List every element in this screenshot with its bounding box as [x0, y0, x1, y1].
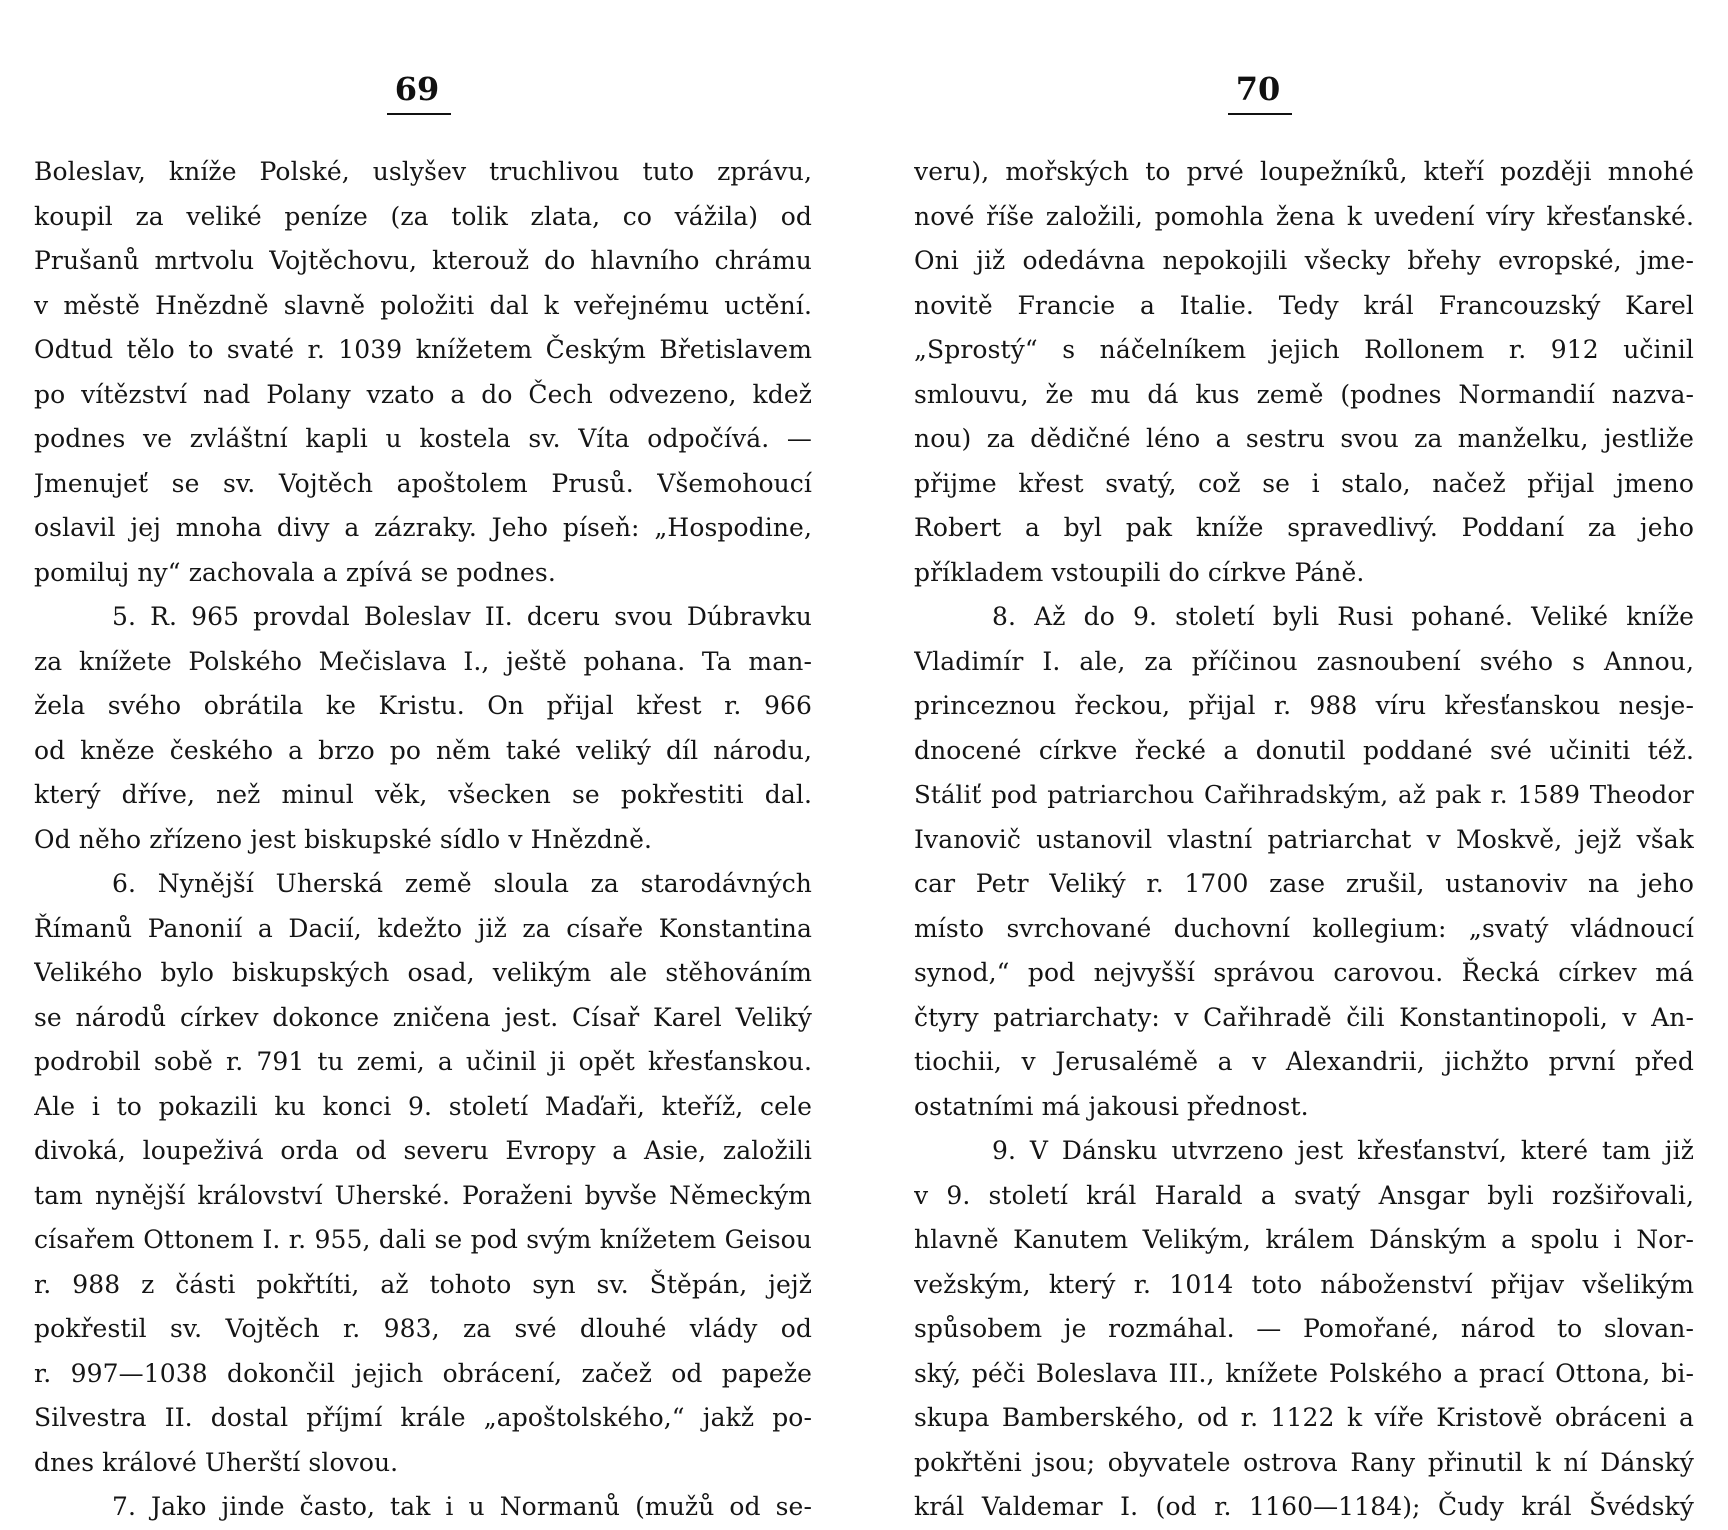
text-line: Ivanovič ustanovil vlastní patriarchat v Moskvě, jejž však — [914, 824, 1694, 854]
text-line: princeznou řeckou, přijal r. 988 víru křesťanskou nesje- — [914, 691, 1694, 720]
text-line: „Sprostý“ s náčelníkem jejich Rollonem r. 912 učinil — [914, 335, 1694, 364]
text-line: pokřtěni jsou; obyvatele ostrova Rany přinutil k ní Dánský — [914, 1447, 1694, 1477]
text-line: veru), mořských to prvé loupežníků, kteří později mnohé — [914, 157, 1694, 186]
text-line: po vítězství nad Polany vzato a do Čech odvezeno, kdež — [34, 379, 812, 409]
text-line: v 9. století král Harald a svatý Ansgar byli rozšiřovali, — [914, 1180, 1694, 1210]
text-line: 5. R. 965 provdal Boleslav II. dceru svou Dúbravku — [112, 602, 812, 631]
text-line: tiochii, v Jerusalémě a v Alexandrii, jichžto první před — [914, 1047, 1694, 1076]
text-line: vežským, který r. 1014 toto náboženství přijav všelikým — [914, 1269, 1694, 1299]
text-line: Římanů Panonií a Dacií, kdežto již za císaře Konstantina — [34, 913, 812, 943]
text-body — [34, 150, 812, 1530]
text-line: 9. V Dánsku utvrzeno jest křesťanství, které tam již — [992, 1136, 1694, 1165]
text-line: dnes králové Uherští slovou. — [34, 1447, 399, 1477]
text-line: Od něho zřízeno jest biskupské sídlo v Hnězdně. — [34, 824, 653, 854]
text-line: císařem Ottonem I. r. 955, dali se pod svým knížetem Geisou — [34, 1225, 812, 1254]
text-line: oslavil jej mnoha divy a zázraky. Jeho píseň: „Hospodine, — [34, 513, 812, 542]
text-line: Silvestra II. dostal příjmí krále „apoštolského,“ jakž po- — [34, 1403, 812, 1432]
text-line: místo svrchované duchovní kollegium: „svatý vládnoucí — [914, 913, 1694, 943]
text-line: nové říše založili, pomohla žena k uvedení víry křesťanské. — [914, 201, 1694, 231]
text-line: pomiluj ny“ zachovala a zpívá se podnes. — [34, 557, 556, 587]
text-line: Jmenujeť se sv. Vojtěch apoštolem Prusů. Všemohoucí — [34, 468, 812, 498]
text-line: r. 997—1038 dokončil jejich obrácení, začež od papeže — [34, 1358, 812, 1388]
text-line: král Valdemar I. (od r. 1160—1184); Čudy král Švédský — [914, 1492, 1694, 1521]
text-line: 6. Nynější Uherská země sloula za starodávných — [112, 869, 812, 898]
text-line: Stáliť pod patriarchou Cařihradským, až pak r. 1589 Theodor — [914, 780, 1694, 809]
text-line: od kněze českého a brzo po něm také veliký díl národu, — [34, 735, 812, 765]
text-line: dnocené církve řecké a donutil poddané své učiniti též. — [914, 735, 1694, 765]
text-line: car Petr Veliký r. 1700 zase zrušil, ustanoviv na jeho — [914, 869, 1694, 898]
text-line: koupil za veliké peníze (za tolik zlata, co vážila) od — [34, 201, 812, 231]
text-line: čtyry patriarchaty: v Cařihradě čili Konstantinopoli, v An- — [914, 1002, 1694, 1032]
page-number-rule — [1228, 113, 1292, 115]
text-line: Ale i to pokazili ku konci 9. století Maďaři, kteříž, cele — [34, 1091, 812, 1121]
text-line: za knížete Polského Mečislava I., ještě pohana. Ta man- — [34, 646, 812, 676]
text-line: Robert a byl pak kníže spravedlivý. Poddaní za jeho — [914, 513, 1694, 542]
text-line: přijme křest svatý, což se i stalo, načež přijal jmeno — [914, 468, 1694, 498]
text-line: žela svého obrátila ke Kristu. On přijal křest r. 966 — [34, 691, 812, 720]
text-line: pokřestil sv. Vojtěch r. 983, za své dlouhé vlády od — [34, 1314, 812, 1343]
text-line: podnes ve zvláštní kapli u kostela sv. Víta odpočívá. — — [34, 424, 812, 453]
text-line: Prušanů mrtvolu Vojtěchovu, kterouž do hlavního chrámu — [34, 246, 812, 275]
text-line: v městě Hnězdně slavně položiti dal k veřejnému uctění. — [34, 290, 812, 320]
left-page — [0, 0, 864, 1521]
text-line: 8. Až do 9. století byli Rusi pohané. Veliké kníže — [992, 602, 1694, 631]
text-line: se národů církev dokonce zničena jest. Císař Karel Veliký — [34, 1002, 812, 1032]
text-body — [914, 150, 1694, 1530]
text-line: synod,“ pod nejvyšší správou carovou. Řecká církev má — [914, 958, 1694, 987]
text-line: příkladem vstoupili do církve Páně. — [914, 557, 1365, 587]
page-number: 69 — [394, 70, 440, 108]
text-line: nou) za dědičné léno a sestru svou za manželku, jestliže — [914, 424, 1694, 453]
text-line: Boleslav, kníže Polské, uslyšev truchlivou tuto zprávu, — [34, 157, 812, 186]
text-line: spůsobem je rozmáhal. — Pomořané, národ to slovan- — [914, 1314, 1694, 1343]
text-line: skupa Bamberského, od r. 1122 k víře Kristově obráceni a — [914, 1403, 1694, 1432]
page-number: 70 — [1235, 70, 1281, 108]
text-line: divoká, loupeživá orda od severu Evropy a Asie, založili — [34, 1136, 812, 1165]
text-line: který dříve, než minul věk, všecken se pokřestiti dal. — [34, 780, 812, 809]
text-line: Vladimír I. ale, za příčinou zasnoubení svého s Annou, — [914, 646, 1694, 676]
text-line: tam nynější království Uherské. Poraženi byvše Německým — [34, 1180, 812, 1210]
text-line: hlavně Kanutem Velikým, králem Dánským a spolu i Nor- — [914, 1225, 1694, 1254]
text-line: 7. Jako jinde často, tak i u Normanů (mužů od se- — [112, 1492, 812, 1521]
right-page — [864, 0, 1728, 1521]
text-line: novitě Francie a Italie. Tedy král Francouzský Karel — [914, 290, 1694, 320]
text-line: Oni již odedávna nepokojili všecky břehy evropské, jme- — [914, 246, 1694, 275]
text-line: Odtud tělo to svaté r. 1039 knížetem Českým Břetislavem — [34, 335, 812, 364]
text-line: ostatními má jakousi přednost. — [914, 1091, 1309, 1121]
text-line: ský, péči Boleslava III., knížete Polského a prací Ottona, bi- — [914, 1358, 1694, 1388]
text-line: smlouvu, že mu dá kus země (podnes Normandií nazva- — [914, 379, 1694, 409]
text-line: r. 988 z části pokřtíti, až tohoto syn sv. Štěpán, jejž — [34, 1269, 812, 1299]
text-line: podrobil sobě r. 791 tu zemi, a učinil ji opět křesťanskou. — [34, 1047, 812, 1076]
text-line: Velikého bylo biskupských osad, velikým ale stěhováním — [34, 958, 812, 987]
page-number-rule — [387, 113, 451, 115]
